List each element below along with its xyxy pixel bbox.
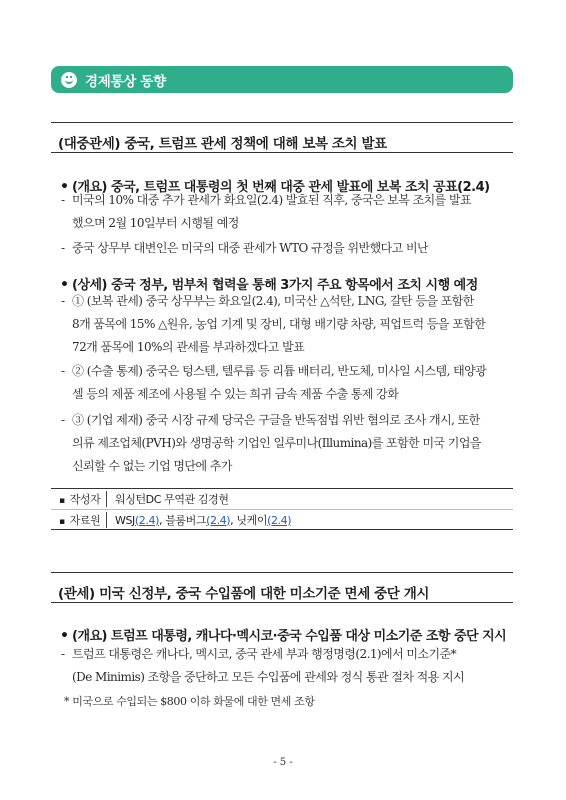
bullet-overview: • (개요) 중국, 트럼프 대통령의 첫 번째 대중 관세 발표에 보복 조치 공표(2.4) <box>60 179 490 195</box>
banner-title: 경제통상 동향 <box>85 73 166 90</box>
paragraph-retaliation: - 미국의 10% 대중 추가 관세가 화요일(2.4) 발효된 직후, 중국은 보복 조치를 발표 했으며 2월 10일부터 시행될 예정 <box>61 193 472 230</box>
bullet-de-minimis-overview: • (개요) 트럼프 대통령, 캐나다·멕시코·중국 수입품 대상 미소기준 조항 중단 지시 <box>60 628 507 644</box>
author-label: ▪ 작성자 <box>51 491 106 507</box>
section-title-de-minimis: (관세) 미국 신정부, 중국 수입품에 대한 미소기준 면세 중단 개시 <box>51 582 513 603</box>
author-row <box>51 489 513 509</box>
section-banner <box>51 66 513 93</box>
paragraph-corporate-sanctions: - ③ (기업 제재) 중국 시장 규제 당국은 구글을 반독점법 위반 혐의로 조사 개시, 또한 의류 제조업체(PVH)와 생명공학 기업인 일루미나(Illumina)를 포함한 미국 기업을 신뢰할 수 없는 기업 명단에 추가 <box>61 413 481 473</box>
nikkei-link[interactable]: (2.4) <box>267 513 292 527</box>
source-label: ▪ 자료원 <box>51 512 106 528</box>
source-list: WSJ(2.4), 블룸버그(2.4), 닛케이(2.4) <box>115 513 292 527</box>
wsj-link[interactable]: (2.4) <box>134 513 159 527</box>
author-value: 워싱턴DC 무역관 김경현 <box>115 493 229 506</box>
paragraph-de-minimis: - 트럼프 대통령은 캐나다, 멕시코, 중국 관세 부과 행정명령(2.1)에서 미소기준* (De Minimis) 조항을 중단하고 모든 수입품에 관세와 정식 통관 절차 적용 지시 <box>61 647 465 684</box>
source-table <box>51 488 513 530</box>
paragraph-retaliatory-tariffs: - ① (보복 관세) 중국 상무부는 화요일(2.4), 미국산 △석탄, LNG, 갈탄 등을 포함한 8개 품목에 15% △원유, 농업 기계 및 장비, 대형 배기량 차량, 픽업트럭 등을 포함한 72개 품목에 10%의 관세를 부과하겠다고 발표 <box>61 294 486 354</box>
bloomberg-link[interactable]: (2.4) <box>206 513 231 527</box>
section-title-china-tariffs: (대중관세) 중국, 트럼프 관세 정책에 대해 보복 조치 발표 <box>51 132 513 153</box>
paragraph-wto: - 중국 상무부 대변인은 미국의 대중 관세가 WTO 규정을 위반했다고 비난 <box>61 241 429 255</box>
leaf-circle-icon <box>61 72 77 88</box>
bullet-details: • (상세) 중국 정부, 범부처 협력을 통해 3가지 주요 항목에서 조치 시행 예정 <box>60 277 478 293</box>
footnote: * 미국으로 수입되는 $800 이하 화물에 대한 면세 조항 <box>64 695 315 708</box>
source-row <box>51 509 513 529</box>
paragraph-export-controls: - ② (수출 통제) 중국은 텅스텐, 텔루륨 등 리튬 배터리, 반도체, 미사일 시스템, 태양광 셀 등의 제품 제조에 사용될 수 있는 희귀 금속 제품 수출 통제 강화 <box>61 364 487 401</box>
page-number: - 5 - <box>273 757 293 768</box>
